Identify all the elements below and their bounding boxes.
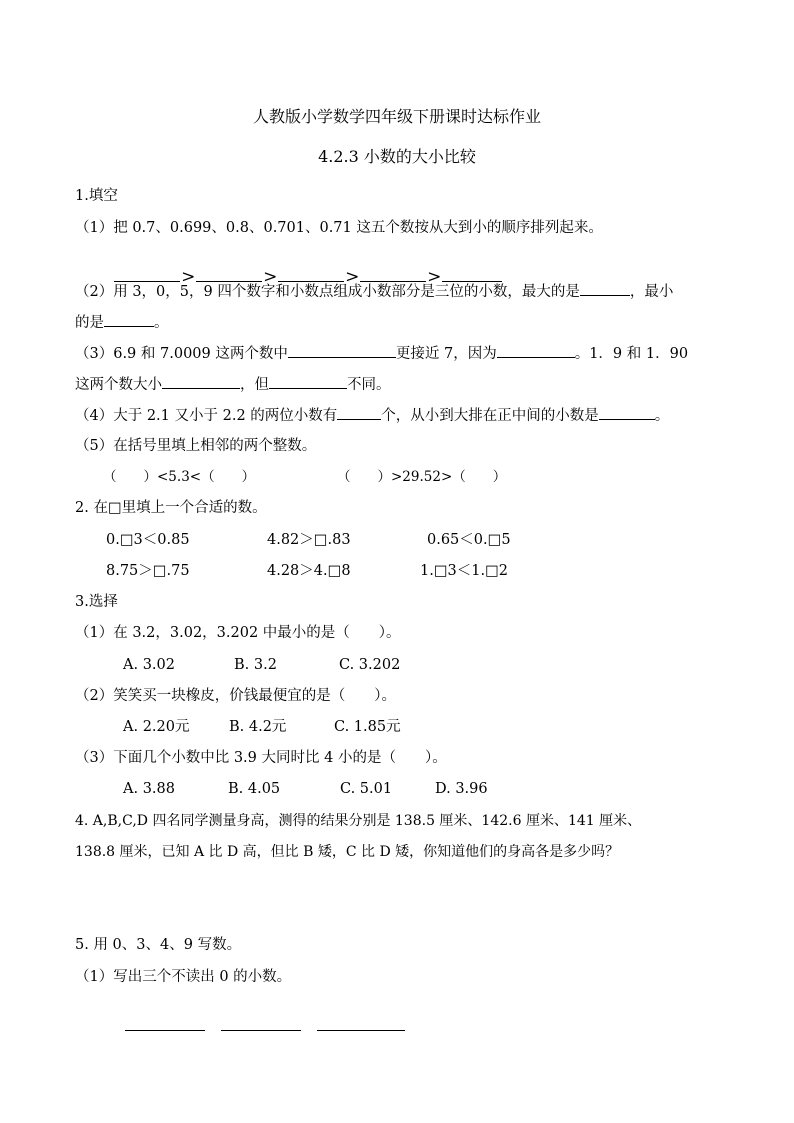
s2-item: 4.82＞□.83 — [267, 532, 351, 548]
question-1-5: （5）在括号里填上相邻的两个整数。 — [75, 438, 317, 454]
question-4-line-1: 4. A,B,C,D 四名同学测量身高，测得的结果分别是 138.5 厘米、142.6 厘米、141 厘米、 — [75, 813, 642, 829]
question-1-2-line-2 — [75, 312, 169, 333]
option: A. 3.88 — [123, 781, 175, 797]
answer-blank[interactable] — [114, 267, 180, 282]
question-text: （2）用 3，0，5，9 四个数字和小数点组成小数部分是三位的小数，最大的是 — [75, 284, 580, 300]
s2-item: 8.75＞□.75 — [106, 563, 190, 579]
answer-blank[interactable] — [288, 343, 396, 358]
s2-item: 4.28＞4.□8 — [267, 563, 351, 579]
question-1-5-left: （ ）<5.3<（ ） — [103, 469, 256, 485]
answer-blank[interactable] — [162, 374, 240, 389]
question-3-3: （3）下面几个小数中比 3.9 大同时比 4 小的是（ ）。 — [75, 750, 447, 766]
answer-blank[interactable] — [125, 1016, 205, 1031]
question-1-5-right: （ ）>29.52>（ ） — [337, 469, 507, 485]
question-text: 。1．9 和 1．90 — [574, 346, 689, 362]
question-text: 这两个数大小 — [75, 377, 162, 393]
answer-blank[interactable] — [337, 405, 381, 420]
greater-than-sign: > — [345, 267, 360, 287]
page-title: 人教版小学数学四年级下册课时达标作业 — [252, 107, 541, 126]
question-5-1: （1）写出三个不读出 0 的小数。 — [75, 969, 292, 985]
question-text: 。 — [154, 315, 169, 331]
question-text: 。 — [654, 408, 670, 424]
section-1-heading: 1.填空 — [75, 188, 118, 204]
option: B. 3.2 — [234, 657, 277, 673]
question-4-line-2: 138.8 厘米，已知 A 比 D 高，但比 B 矮，C 比 D 矮，你知道他们的身高各是多少吗？ — [75, 844, 620, 860]
option: A. 2.20元 — [123, 719, 190, 735]
section-3-heading: 3.选择 — [75, 594, 118, 610]
answer-blank[interactable] — [580, 281, 630, 296]
question-3-1: （1）在 3.2，3.02，3.202 中最小的是（ ）。 — [75, 625, 401, 641]
question-text: （4）大于 2.1 又小于 2.2 的两位小数有 — [75, 408, 338, 424]
answer-blank[interactable] — [497, 343, 575, 358]
answer-blank[interactable] — [104, 312, 154, 327]
question-1-4 — [75, 405, 669, 426]
option: B. 4.05 — [228, 781, 281, 797]
greater-than-sign: > — [181, 267, 196, 287]
question-1-2-line-1 — [75, 281, 673, 302]
option: A. 3.02 — [123, 657, 175, 673]
answer-blank[interactable] — [278, 267, 344, 282]
question-text: 更接近 7，因为 — [395, 346, 497, 362]
s2-item: 0.□3＜0.85 — [106, 532, 190, 548]
answer-blank[interactable] — [360, 267, 426, 282]
option: B. 4.2元 — [229, 719, 287, 735]
answer-blank[interactable] — [269, 374, 347, 389]
s2-item: 0.65＜0.□5 — [427, 532, 511, 548]
question-3-2: （2）笑笑买一块橡皮，价钱最便宜的是（ ）。 — [75, 688, 396, 704]
question-text: （3）6.9 和 7.0009 这两个数中 — [75, 346, 288, 362]
section-title: 4.2.3 小数的大小比较 — [318, 147, 476, 166]
section-2-heading: 2. 在□里填上一个合适的数。 — [75, 500, 267, 516]
question-1-3-line-2 — [75, 374, 391, 395]
question-text: ，但 — [240, 377, 269, 393]
answer-blank[interactable] — [221, 1016, 301, 1031]
question-1-3-line-1 — [75, 343, 688, 364]
answer-blank[interactable] — [442, 267, 502, 282]
question-text: ，最小 — [629, 284, 674, 300]
section-5-heading: 5. 用 0、3、4、9 写数。 — [75, 937, 242, 953]
option: C. 1.85元 — [334, 719, 401, 735]
option: D. 3.96 — [435, 781, 488, 797]
question-1-1: （1）把 0.7、0.699、0.8、0.701、0.71 这五个数按从大到小的顺序排列起来。 — [75, 220, 603, 236]
greater-than-sign: > — [263, 267, 278, 287]
answer-blank-row-5-1 — [116, 996, 405, 1037]
s2-item: 1.□3＜1.□2 — [420, 563, 509, 579]
question-text: 个，从小到大排在正中间的小数是 — [381, 408, 599, 424]
option: C. 3.202 — [339, 657, 401, 673]
question-text: 的是 — [75, 315, 104, 331]
question-text: 不同。 — [347, 377, 391, 393]
answer-blank[interactable] — [317, 1016, 405, 1031]
answer-blank[interactable] — [599, 405, 655, 420]
answer-blank[interactable] — [196, 267, 262, 282]
greater-than-sign: > — [427, 267, 442, 287]
option: C. 5.01 — [340, 781, 393, 797]
